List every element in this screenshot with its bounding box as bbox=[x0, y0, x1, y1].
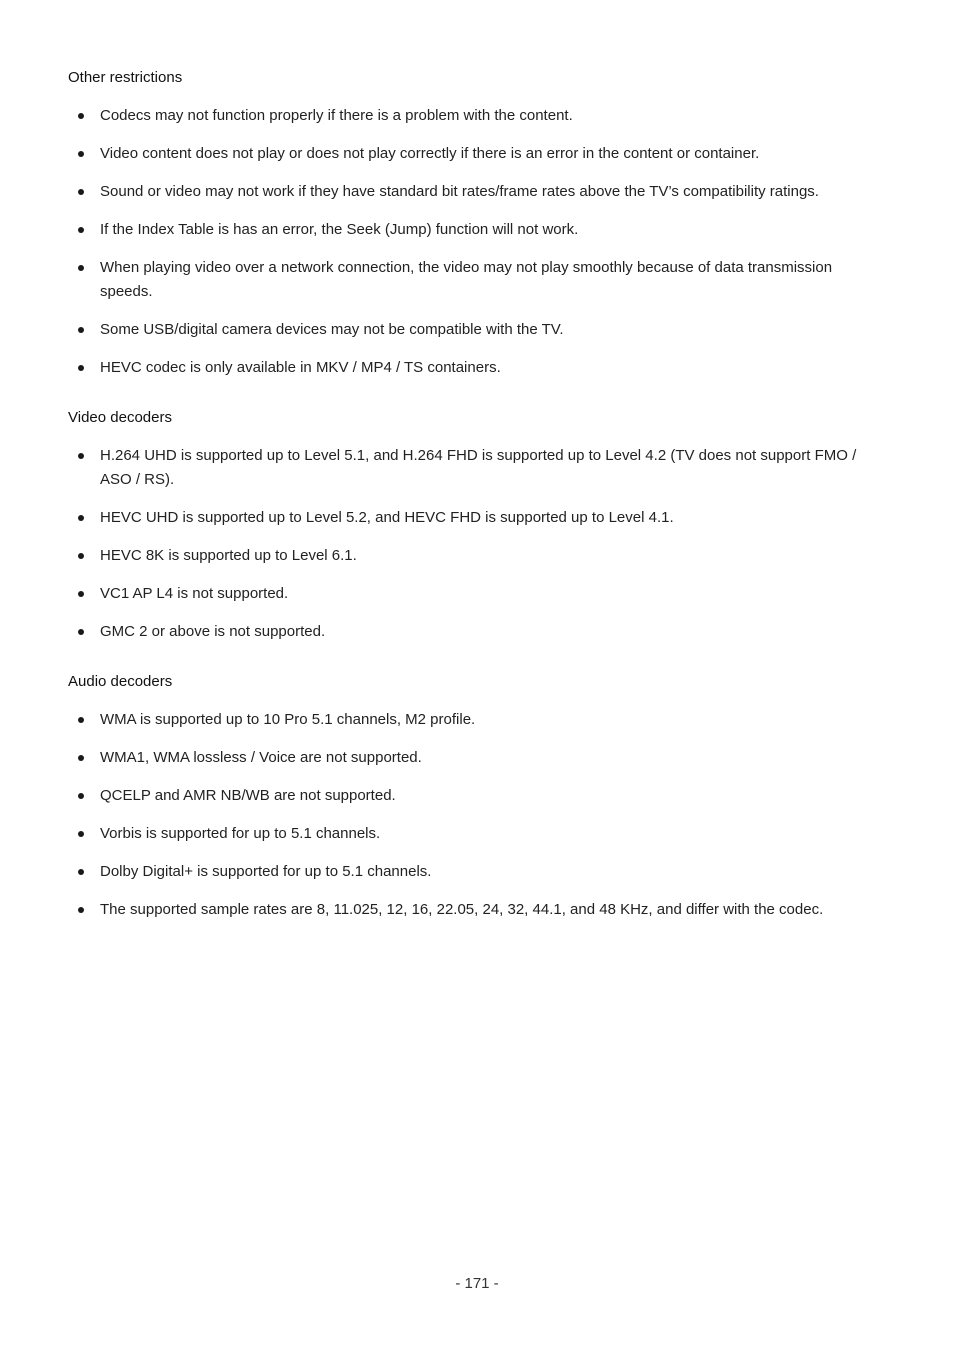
list-item bbox=[68, 784, 878, 808]
list-item-text: Sound or video may not work if they have standard bit rates/frame rates above the TV’s compatibility ratings. bbox=[100, 183, 819, 200]
bullet-icon bbox=[78, 831, 84, 837]
list-item bbox=[68, 444, 878, 492]
bullet-icon bbox=[78, 189, 84, 195]
list-item bbox=[68, 708, 878, 732]
bullet-icon bbox=[78, 265, 84, 271]
bullet-icon bbox=[78, 793, 84, 799]
section-other-restrictions bbox=[68, 66, 878, 380]
bullet-icon bbox=[78, 869, 84, 875]
list-item-text: HEVC 8K is supported up to Level 6.1. bbox=[100, 547, 357, 564]
list-item-text: QCELP and AMR NB/WB are not supported. bbox=[100, 787, 396, 804]
list-item-text: Vorbis is supported for up to 5.1 channels. bbox=[100, 825, 381, 842]
list-item bbox=[68, 256, 878, 304]
bullet-list bbox=[68, 444, 878, 644]
section-audio-decoders bbox=[68, 670, 878, 922]
section-video-decoders bbox=[68, 406, 878, 644]
list-item-text: Video content does not play or does not play correctly if there is an error in the content or container. bbox=[100, 145, 760, 162]
bullet-icon bbox=[78, 755, 84, 761]
bullet-icon bbox=[78, 327, 84, 333]
bullet-icon bbox=[78, 365, 84, 371]
list-item-text: Codecs may not function properly if there is a problem with the content. bbox=[100, 107, 573, 124]
bullet-icon bbox=[78, 553, 84, 559]
list-item-text: GMC 2 or above is not supported. bbox=[100, 623, 326, 640]
list-item-text: HEVC UHD is supported up to Level 5.2, and HEVC FHD is supported up to Level 4.1. bbox=[100, 509, 674, 526]
bullet-icon bbox=[78, 113, 84, 119]
list-item bbox=[68, 746, 878, 770]
list-item bbox=[68, 822, 878, 846]
bullet-icon bbox=[78, 591, 84, 597]
list-item bbox=[68, 582, 878, 606]
bullet-list bbox=[68, 104, 878, 380]
list-item bbox=[68, 860, 878, 884]
list-item-text: Some USB/digital camera devices may not be compatible with the TV. bbox=[100, 321, 564, 338]
bullet-icon bbox=[78, 717, 84, 723]
list-item bbox=[68, 506, 878, 530]
list-item bbox=[68, 180, 878, 204]
list-item-text: WMA is supported up to 10 Pro 5.1 channels, M2 profile. bbox=[100, 711, 476, 728]
list-item bbox=[68, 620, 878, 644]
list-item-text: If the Index Table is has an error, the Seek (Jump) function will not work. bbox=[100, 221, 579, 238]
list-item-text: Dolby Digital+ is supported for up to 5.1 channels. bbox=[100, 863, 432, 880]
list-item bbox=[68, 356, 878, 380]
list-item bbox=[68, 898, 878, 922]
bullet-icon bbox=[78, 515, 84, 521]
list-item bbox=[68, 104, 878, 128]
list-item bbox=[68, 544, 878, 568]
section-heading: Audio decoders bbox=[68, 673, 173, 690]
bullet-icon bbox=[78, 151, 84, 157]
list-item bbox=[68, 218, 878, 242]
bullet-icon bbox=[78, 629, 84, 635]
bullet-icon bbox=[78, 453, 84, 459]
list-item bbox=[68, 318, 878, 342]
list-item-text: VC1 AP L4 is not supported. bbox=[100, 585, 289, 602]
page-number: - 171 - bbox=[455, 1275, 499, 1292]
document-page bbox=[68, 66, 878, 948]
list-item-text: The supported sample rates are 8, 11.025, 12, 16, 22.05, 24, 32, 44.1, and 48 KHz, and differ with the codec. bbox=[100, 901, 824, 918]
bullet-icon bbox=[78, 907, 84, 913]
list-item-text: HEVC codec is only available in MKV / MP4 / TS containers. bbox=[100, 359, 501, 376]
section-heading: Other restrictions bbox=[68, 69, 183, 86]
list-item-text: H.264 UHD is supported up to Level 5.1, and H.264 FHD is supported up to Level 4.2 (TV does not support FMO / ASO / RS). bbox=[100, 447, 857, 488]
section-heading: Video decoders bbox=[68, 409, 172, 426]
bullet-list bbox=[68, 708, 878, 922]
list-item-text: When playing video over a network connection, the video may not play smoothly because of data transmission speeds. bbox=[100, 259, 833, 300]
list-item-text: WMA1, WMA lossless / Voice are not supported. bbox=[100, 749, 422, 766]
list-item bbox=[68, 142, 878, 166]
bullet-icon bbox=[78, 227, 84, 233]
